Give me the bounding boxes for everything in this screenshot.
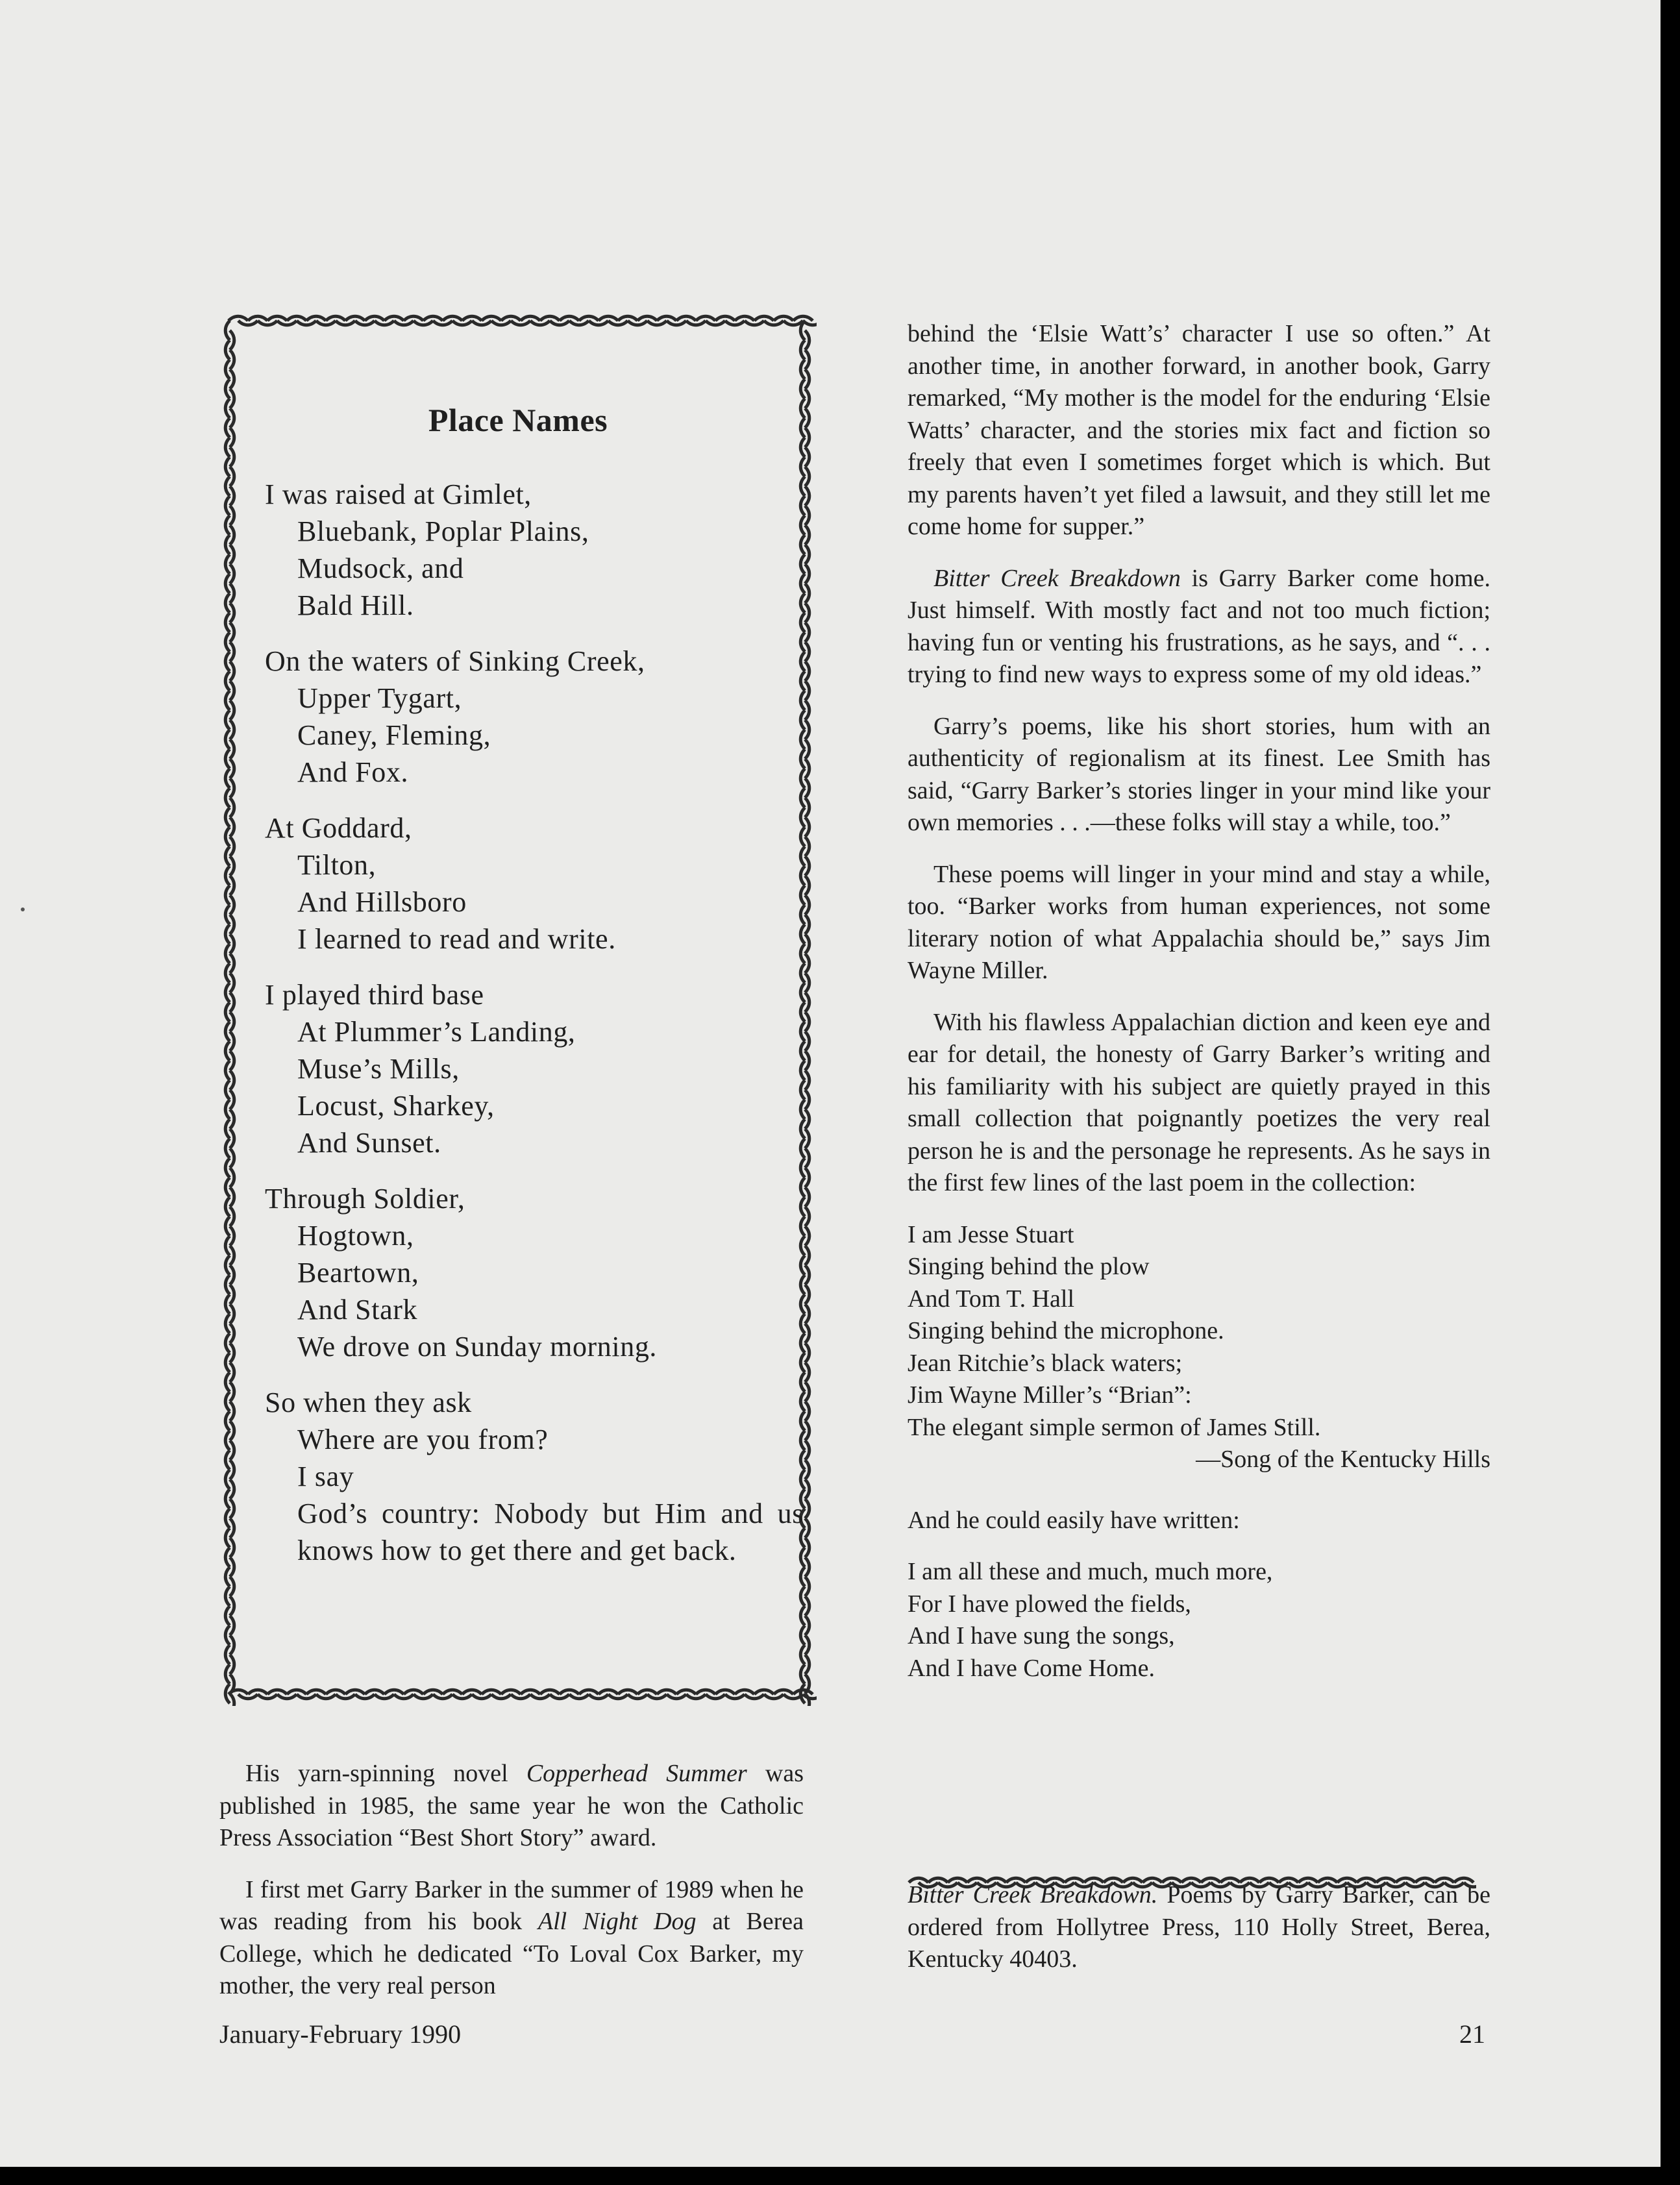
poem-stanza — [265, 976, 804, 1161]
poem-line: Tilton, — [297, 849, 377, 881]
poem-line: And Stark — [297, 1294, 418, 1326]
left-column — [219, 1758, 804, 2022]
poem-line: At Goddard, — [265, 812, 412, 844]
ornamental-divider — [905, 1870, 1476, 1895]
poem-stanza — [265, 1384, 804, 1569]
poem-line: And Fox. — [297, 756, 409, 788]
poem-line: Upper Tygart, — [297, 682, 462, 714]
paragraph: I first met Garry Barker in the summer of 1989 when he was reading from his book All Night Dog at Berea College, which he dedicated “To Loval Cox Barker, my mother, the very real person — [219, 1875, 804, 1999]
poem-line: Caney, Fleming, — [297, 719, 491, 751]
poem-quote — [908, 1219, 1490, 1476]
poem-line: And Sunset. — [297, 1127, 441, 1159]
chain-segment — [909, 1878, 1476, 1887]
paragraph: Garry’s poems, like his short stories, hum with an authenticity of regionalism at its finest. Lee Smith has said, “Garry Barker’s stories linger in your mind like your own memories . . .—these folks will stay a while, too.” — [908, 712, 1490, 836]
quote-attribution: —Song of the Kentucky Hills — [1196, 1446, 1490, 1473]
quote-line: The elegant simple sermon of James Still. — [908, 1413, 1321, 1441]
page-number: 21 — [1459, 2019, 1485, 2049]
poem-stanza — [265, 809, 804, 957]
poem-line: And Hillsboro — [297, 886, 467, 918]
chain-segment — [229, 1690, 817, 1699]
quote-line: Singing behind the microphone. — [908, 1317, 1224, 1344]
poem-line: Mudsock, and — [297, 552, 464, 584]
quote-line: And Tom T. Hall — [908, 1285, 1075, 1313]
poem-line: Where are you from? — [297, 1424, 549, 1455]
poem-line: So when they ask — [265, 1387, 472, 1418]
quote-line: Jean Ritchie’s black waters; — [908, 1349, 1183, 1377]
issue-date: January-February 1990 — [219, 2019, 462, 2049]
poem-quote — [908, 1556, 1490, 1685]
quote-line: Jim Wayne Miller’s “Brian”: — [908, 1381, 1192, 1409]
poem-line: I learned to read and write. — [297, 923, 616, 955]
paragraph: With his flawless Appalachian diction and keen eye and ear for detail, the honesty of Garry Barker’s writing and his familiarity with his subject are quietly prayed in this small collection that poignantly poetizes the very real person he is and the personage he represents. As he says in the first few lines of the last poem in the collection: — [908, 1008, 1490, 1196]
poem-line: Locust, Sharkey, — [297, 1090, 495, 1122]
right-column — [908, 318, 1490, 1995]
poem-stanza — [265, 1180, 804, 1365]
order-credit: Bitter Creek Breakdown. Poems by Garry Barker, can be ordered from Hollytree Press, 110 Holly Street, Berea, Kentucky 40403. — [908, 1881, 1490, 1973]
quote-line: Singing behind the plow — [908, 1253, 1150, 1280]
paragraph: And he could easily have written: — [908, 1506, 1240, 1534]
scan-speck — [21, 907, 25, 911]
poem-line: God’s country: Nobody but Him and us knows how to get there and get back. — [297, 1498, 804, 1566]
quote-line: I am all these and much, much more, — [908, 1558, 1273, 1585]
quote-line: And I have Come Home. — [908, 1654, 1155, 1682]
poem-line: Bluebank, Poplar Plains, — [297, 515, 589, 547]
poem-line: I played third base — [265, 979, 484, 1011]
poem-line: Through Soldier, — [265, 1183, 465, 1215]
poem-line: Bald Hill. — [297, 589, 414, 621]
poem-line: Hogtown, — [297, 1220, 414, 1252]
poem-stanzas — [265, 476, 804, 1588]
poem-title: Place Names — [428, 402, 608, 438]
poem-box — [219, 310, 817, 1706]
poem-line: Beartown, — [297, 1257, 419, 1289]
poem-line: On the waters of Sinking Creek, — [265, 645, 645, 677]
paragraph: Bitter Creek Breakdown is Garry Barker come home. Just himself. With mostly fact and not too much fiction; having fun or venting his frustrations, as he says, and “. . . trying to find new ways to express some of my old ideas.” — [908, 564, 1490, 688]
paragraph: behind the ‘Elsie Watt’s’ character I use so often.” At another time, in another forward, in another book, Garry remarked, “My mother is the model for the enduring ‘Elsie Watts’ character, and the stories mix fact and fiction so freely that even I sometimes forget which is which. But my parents haven’t yet filed a lawsuit, and they still let me come home for supper.” — [908, 320, 1490, 540]
poem-line: I say — [297, 1461, 354, 1492]
chain-segment — [229, 316, 817, 325]
paragraph: These poems will linger in your mind and stay a while, too. “Barker works from human experiences, not some literary notion of what Appalachia should be,” says Jim Wayne Miller. — [908, 860, 1490, 984]
poem-line: Muse’s Mills, — [297, 1053, 460, 1085]
quote-line: And I have sung the songs, — [908, 1622, 1175, 1649]
quote-line: For I have plowed the fields, — [908, 1590, 1191, 1618]
poem-stanza — [265, 476, 804, 624]
poem-line: We drove on Sunday morning. — [297, 1331, 658, 1363]
poem-line: I was raised at Gimlet, — [265, 478, 532, 510]
chain-segment — [225, 321, 234, 1706]
quote-line: I am Jesse Stuart — [908, 1220, 1074, 1248]
paragraph: His yarn-spinning novel Copperhead Summer was published in 1985, the same year he won the Catholic Press Association “Best Short Story” award. — [219, 1760, 804, 1851]
poem-stanza — [265, 643, 804, 791]
poem-line: At Plummer’s Landing, — [297, 1016, 576, 1048]
